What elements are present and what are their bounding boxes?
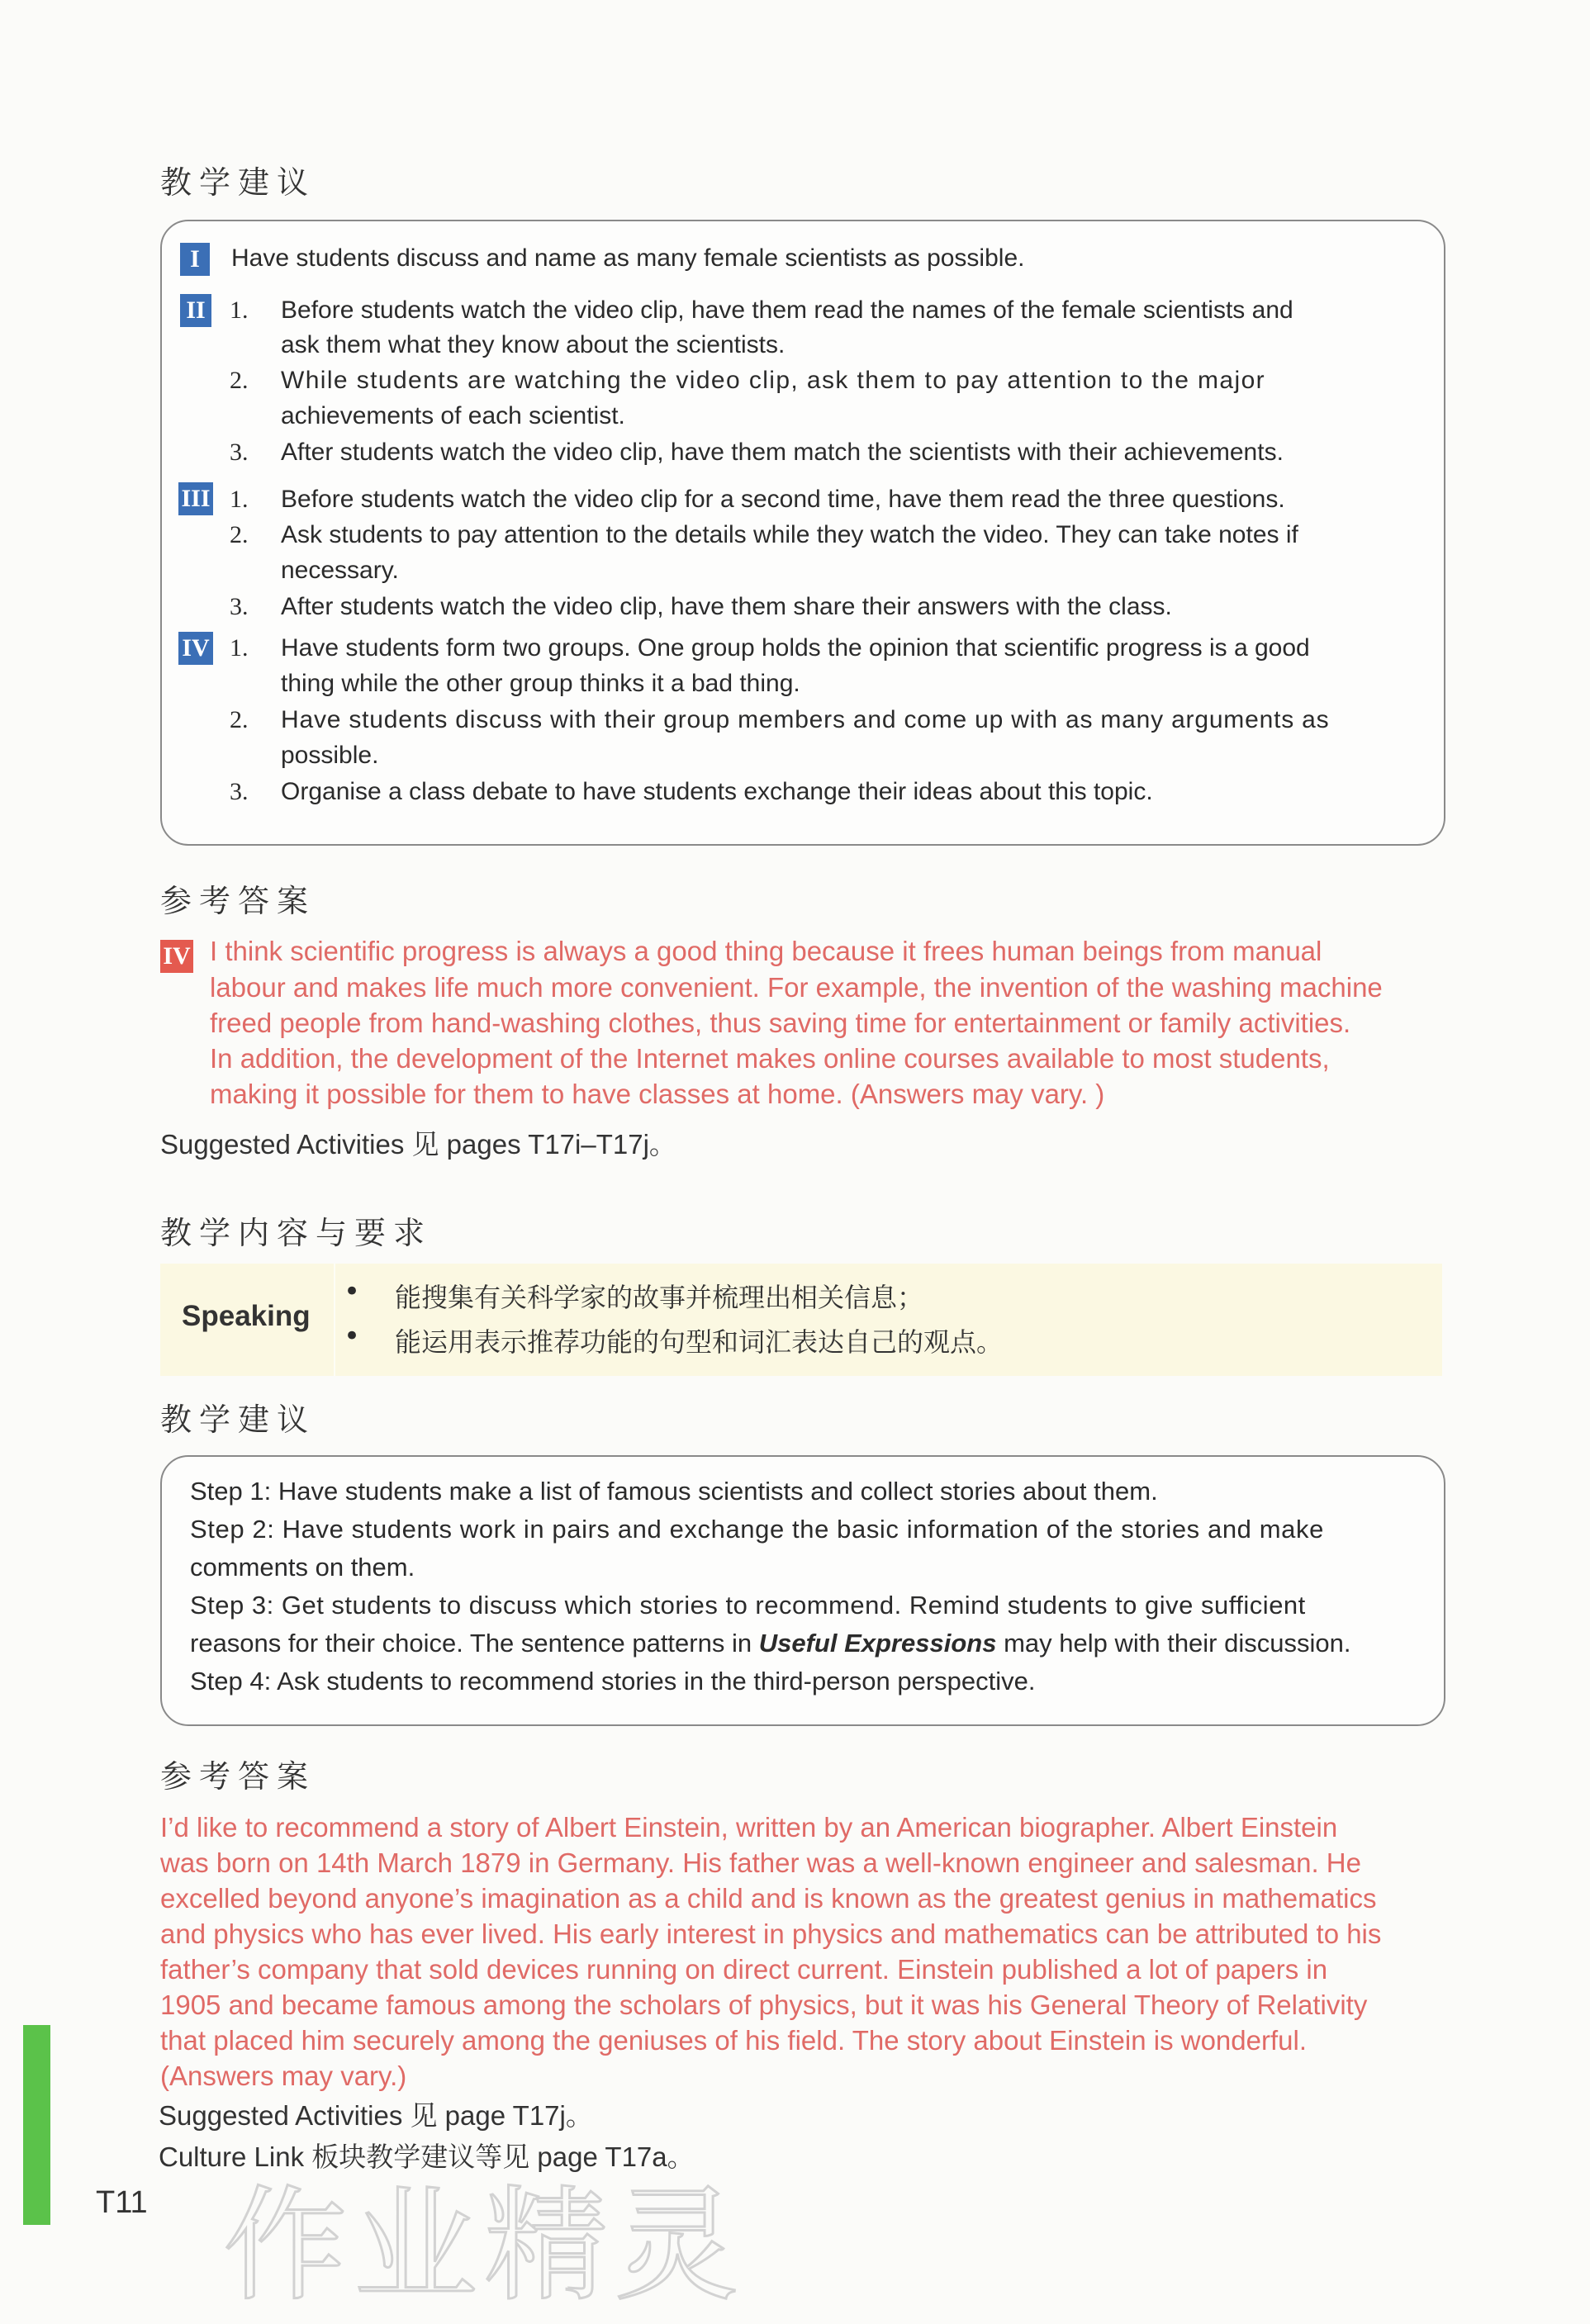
item-iii-3-line1: After students watch the video clip, have them share their answers with the class. xyxy=(281,593,1172,620)
step-3-line1: Step 3: Get students to discuss which stories to recommend. Remind students to give sufficient xyxy=(190,1591,1306,1620)
section-heading-content-requirements: 教学内容与要求 xyxy=(160,1215,433,1251)
section-heading-teaching-suggestions-2: 教学建议 xyxy=(160,1402,316,1438)
step-1: Step 1: Have students make a list of famous scientists and collect stories about them. xyxy=(190,1477,1158,1506)
step-4: Step 4: Ask students to recommend stories in the third-person perspective. xyxy=(190,1667,1036,1696)
item-ii-1-num: 1. xyxy=(230,296,249,324)
section-heading-reference-answers: 参考答案 xyxy=(160,883,316,919)
bullet-dot: • xyxy=(344,1320,361,1353)
answer-badge-iv: IV xyxy=(160,940,193,973)
item-iv-3-num: 3. xyxy=(230,778,249,805)
requirement-1: 能搜集有关科学家的故事并梳理出相关信息； xyxy=(395,1282,924,1313)
answer2-line1: I’d like to recommend a story of Albert Einstein, written by an American biographer. Albert Einstein xyxy=(160,1812,1338,1843)
answer1-line3: freed people from hand-washing clothes, thus saving time for entertainment or family activities. xyxy=(210,1008,1351,1038)
step-2-line2: comments on them. xyxy=(190,1553,415,1582)
requirement-2: 能运用表示推荐功能的句型和词汇表达自己的观点。 xyxy=(395,1326,1004,1358)
answer1-line5: making it possible for them to have classes at home. (Answers may vary. ) xyxy=(210,1079,1105,1109)
roman-badge-i: I xyxy=(180,243,210,276)
item-iii-2-num: 2. xyxy=(230,521,249,548)
answer2-line3: excelled beyond anyone’s imagination as a child and is known as the greatest genius in mathematics xyxy=(160,1883,1377,1914)
item-iii-3-num: 3. xyxy=(230,593,249,620)
answer1-line2: labour and makes life much more convenient. For example, the invention of the washing machine xyxy=(210,972,1383,1003)
step-2-line1: Step 2: Have students work in pairs and exchange the basic information of the stories and make xyxy=(190,1515,1324,1544)
answer1-line1: I think scientific progress is always a good thing because it frees human beings from manual xyxy=(210,936,1322,966)
answer2-line8: (Answers may vary.) xyxy=(160,2061,407,2091)
item-ii-2-line1: While students are watching the video clip, ask them to pay attention to the major xyxy=(281,367,1266,394)
item-iv-1-line2: thing while the other group thinks it a bad thing. xyxy=(281,670,800,697)
roman-badge-iv: IV xyxy=(178,632,213,665)
suggested-activities-1: Suggested Activities 见 pages T17i–T17j。 xyxy=(160,1129,676,1160)
suggested-activities-2: Suggested Activities 见 page T17j。 xyxy=(159,2100,593,2131)
step-3-text-a: reasons for their choice. The sentence patterns in xyxy=(190,1629,752,1658)
section-heading-teaching-suggestions: 教学建议 xyxy=(160,164,316,201)
speaking-label: Speaking xyxy=(182,1300,311,1332)
item-iv-1-line1: Have students form two groups. One group holds the opinion that scientific progress is a good xyxy=(281,634,1310,662)
item-ii-2-line2: achievements of each scientist. xyxy=(281,402,625,429)
item-iii-2-line1: Ask students to pay attention to the details while they watch the video. They can take notes if xyxy=(281,521,1298,548)
roman-badge-iii: III xyxy=(178,482,213,515)
item-iv-1-num: 1. xyxy=(230,634,249,662)
item-iv-2-num: 2. xyxy=(230,706,249,733)
band-divider xyxy=(334,1264,335,1376)
answer2-line4: and physics who has ever lived. His early interest in physics and mathematics can be attributed to his xyxy=(160,1918,1382,1949)
answer2-line5: father’s company that sold devices running on direct current. Einstein published a lot of papers in xyxy=(160,1954,1328,1985)
section-heading-reference-answers-2: 参考答案 xyxy=(160,1758,316,1795)
item-iv-2-line1: Have students discuss with their group members and come up with as many arguments as xyxy=(281,706,1330,733)
watermark: 作业精灵 xyxy=(223,2175,746,2318)
page-number: T11 xyxy=(96,2185,148,2220)
step-3-line2 xyxy=(190,1625,1350,1662)
answer2-line7: that placed him securely among the geniuses of his field. The story about Einstein is wonderful. xyxy=(160,2025,1307,2056)
side-color-bar xyxy=(23,2025,50,2225)
item-iii-1-num: 1. xyxy=(230,486,249,513)
culture-link-note: Culture Link 板块教学建议等见 page T17a。 xyxy=(159,2141,695,2172)
item-ii-1-line1: Before students watch the video clip, have them read the names of the female scientists and xyxy=(281,296,1293,324)
item-iii-2-line2: necessary. xyxy=(281,557,399,584)
answer1-line4: In addition, the development of the Internet makes online courses available to most students, xyxy=(210,1043,1330,1074)
bullet-dot: • xyxy=(344,1275,361,1308)
speaking-requirements-band xyxy=(160,1264,1442,1376)
answer2-line2: was born on 14th March 1879 in Germany. His father was a well-known engineer and salesman. He xyxy=(160,1847,1361,1878)
item-i-text: Have students discuss and name as many female scientists as possible. xyxy=(231,244,1025,272)
item-iv-2-line2: possible. xyxy=(281,742,379,769)
item-iv-3-line1: Organise a class debate to have students exchange their ideas about this topic. xyxy=(281,778,1153,805)
item-ii-3-num: 3. xyxy=(230,439,249,466)
item-iii-1-line1: Before students watch the video clip for a second time, have them read the three questions. xyxy=(281,486,1285,513)
item-ii-1-line2: ask them what they know about the scientists. xyxy=(281,331,786,358)
useful-expressions-term: Useful Expressions xyxy=(758,1629,997,1658)
roman-badge-ii: II xyxy=(180,294,211,327)
step-3-text-b: may help with their discussion. xyxy=(1004,1629,1351,1658)
answer2-line6: 1905 and became famous among the scholars of physics, but it was his General Theory of Relativity xyxy=(160,1990,1368,2020)
item-ii-3-line1: After students watch the video clip, have them match the scientists with their achievements. xyxy=(281,439,1284,466)
item-ii-2-num: 2. xyxy=(230,367,249,394)
